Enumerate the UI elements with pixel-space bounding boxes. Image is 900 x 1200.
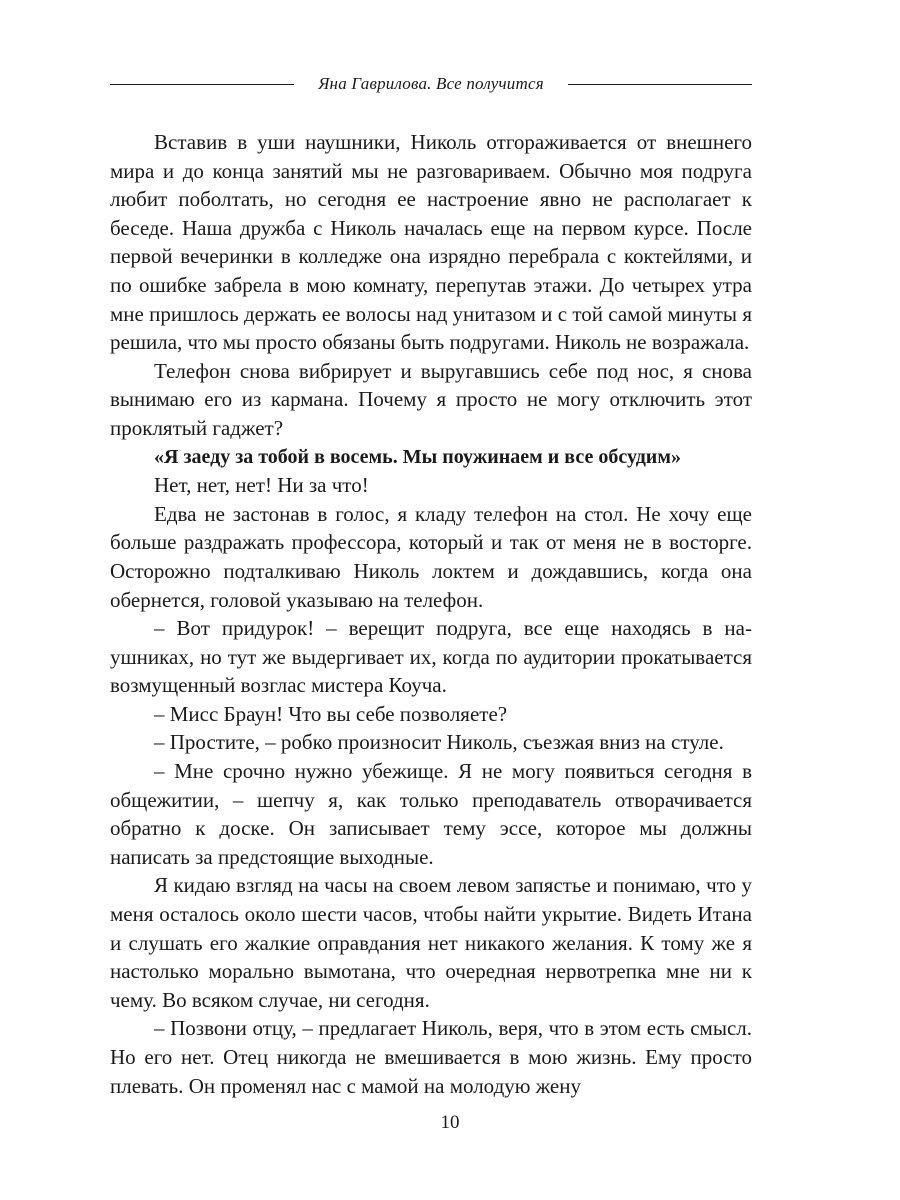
paragraph: Едва не застонав в голос, я кладу телефон на стол. Не хочу еще больше раздражать профессора, который и так от меня не в восторге. Осторожно подталкиваю Николь локтем и дождавшись, когда она обернется, головой указываю на телефон. (110, 501, 752, 612)
header-rule-right (568, 84, 752, 85)
running-title: Яна Гаврилова. Все получится (318, 74, 544, 93)
dialogue-paragraph: – Вот придурок! – верещит подруга, все еще находясь в наушниках, но тут же выдергивает их, когда по аудитории прокатывается возмущенный возглас мистера Коуча. (110, 616, 752, 698)
running-header (110, 72, 752, 96)
dialogue-paragraph: – Мне срочно нужно убежище. Я не могу появиться сегодня в общежитии, – шепчу я, как только преподаватель отворачивается обратно к доске. Он записывает тему эссе, которое мы должны написать за предстоящие выходные. (110, 759, 752, 869)
paragraph: Нет, нет, нет! Ни за что! (154, 473, 369, 498)
body-text (110, 128, 752, 1100)
dialogue-paragraph: – Мисс Браун! Что вы себе позволяете? (154, 701, 508, 726)
dialogue-paragraph: – Позвони отцу, – предлагает Николь, веря, что в этом есть смысл. Но его нет. Отец никогда не вмешивается в мою жизнь. Ему просто плевать. Он променял нас с мамой на молодую жену (110, 1016, 752, 1098)
header-rule-left (110, 84, 294, 85)
dialogue-paragraph: – Простите, – робко произносит Николь, съезжая вниз на стуле. (154, 730, 724, 755)
text-message-quote: «Я заеду за тобой в восемь. Мы поужинаем и все обсудим» (154, 445, 681, 468)
paragraph: Вставив в уши наушники, Николь отгораживается от внешнего мира и до конца занятий мы не разговариваем. Обычно моя подруга любит поболтать, но сегодня ее настроение явно не располагает к беседе. Наша дружба с Николь началась еще на первом курсе. После первой вечеринки в колледже она изрядно перебрала с коктейлями, и по ошибке забрела в мою комнату, перепутав этажи. До четырех утра мне пришлось держать ее волосы над унитазом и с той самой минуты я решила, что мы просто обязаны быть подругами. Николь не возражала. (110, 130, 752, 355)
paragraph: Телефон снова вибрирует и выругавшись себе под нос, я снова вынимаю его из кармана. Почему я просто не могу отключить этот проклятый гаджет? (110, 358, 752, 440)
paragraph: Я кидаю взгляд на часы на своем левом запястье и понимаю, что у меня осталось около шести часов, чтобы найти укрытие. Видеть Итана и слушать его жалкие оправдания нет никакого желания. К тому же я настолько морально вымотана, что очередная нервотрепка мне ни к чему. Во всяком случае, ни сегодня. (110, 873, 752, 1012)
page-number: 10 (440, 1112, 460, 1133)
